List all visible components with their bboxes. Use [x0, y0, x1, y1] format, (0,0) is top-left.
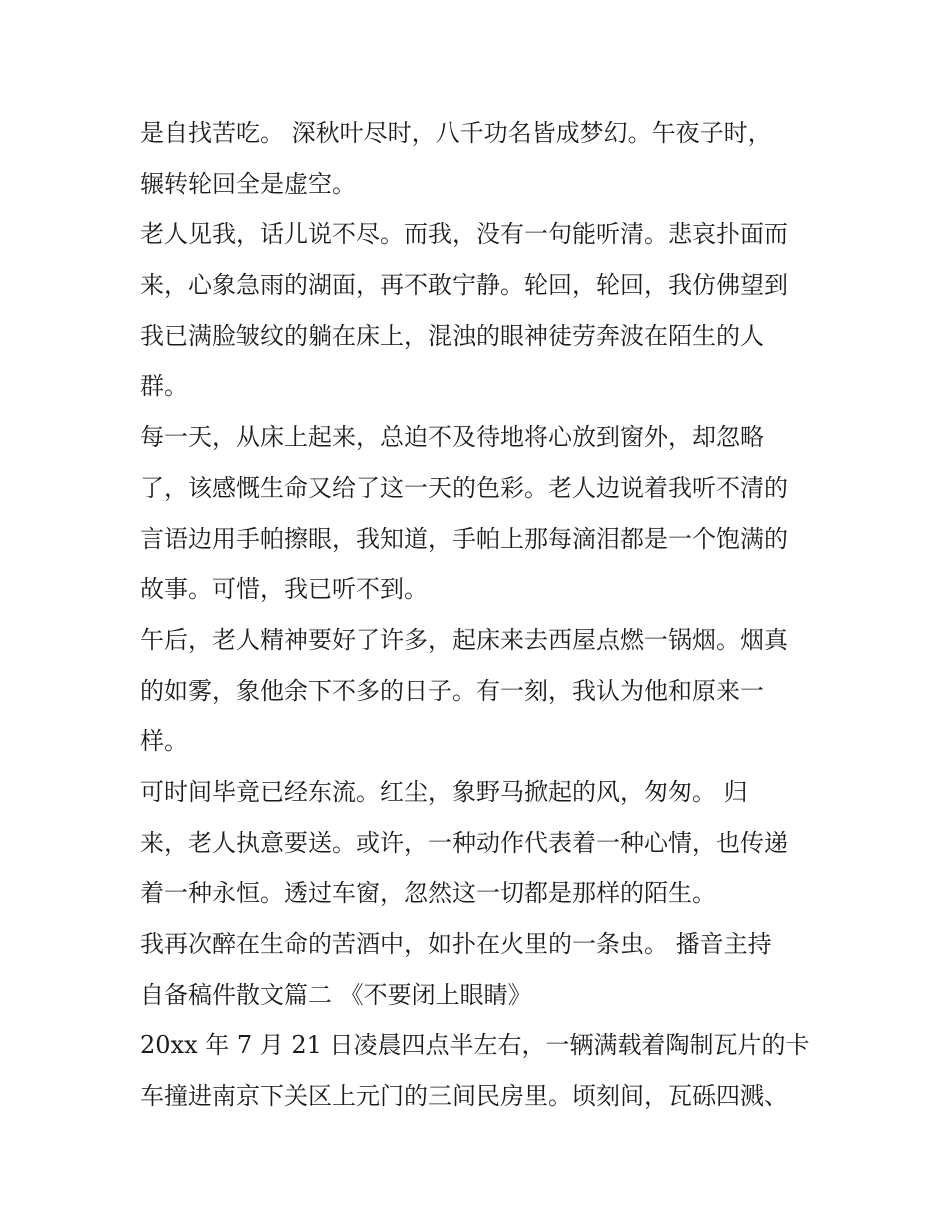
- text-line: 来，老人执意要送。或许，一种动作代表着一种心情，也传递: [140, 828, 788, 857]
- text-line: 来，心象急雨的湖面，再不敢宁静。轮回，轮回，我仿佛望到: [140, 271, 788, 300]
- text-line: 样。: [140, 727, 188, 756]
- text-line: 辗转轮回全是虚空。: [140, 169, 356, 198]
- text-line: 午后，老人精神要好了许多，起床来去西屋点燃一锅烟。烟真: [140, 625, 788, 654]
- body-text: [140, 108, 820, 1122]
- text-line: 是自找苦吃。 深秋叶尽时，八千功名皆成梦幻。午夜子时，: [140, 119, 772, 147]
- text-line: 每一天，从床上起来，总迫不及待地将心放到窗外，却忽略: [140, 423, 764, 452]
- text-line: 可时间毕竟已经东流。红尘，象野马掀起的风，匆匆。 归: [140, 777, 748, 806]
- text-line: 车撞进南京下关区上元门的三间民房里。顷刻间，瓦砾四溅、: [140, 1082, 788, 1111]
- text-line: 的如雾，象他余下不多的日子。有一刻，我认为他和原来一: [140, 676, 764, 705]
- text-line: 了，该感慨生命又给了这一天的色彩。老人边说着我听不清的: [140, 473, 788, 502]
- text-line: 群。: [140, 372, 188, 401]
- text-line: 着一种永恒。透过车窗，忽然这一切都是那样的陌生。: [140, 879, 716, 908]
- text-line: 老人见我，话儿说不尽。而我，没有一句能听清。悲哀扑面而: [140, 220, 788, 249]
- text-line: 我已满脸皱纹的躺在床上，混浊的眼神徒劳奔波在陌生的人: [140, 321, 764, 350]
- section-title-line: 自备稿件散文篇二 《不要闭上眼睛》: [140, 980, 532, 1009]
- text-line: 言语边用手帕擦眼，我知道，手帕上那每滴泪都是一个饱满的: [140, 524, 788, 553]
- text-line: 20xx 年 7 月 21 日凌晨四点半左右，一辆满载着陶制瓦片的卡: [140, 1031, 810, 1060]
- text-line: 我再次醉在生命的苦酒中，如扑在火里的一条虫。 播音主持: [140, 930, 772, 958]
- text-line: 故事。可惜，我已听不到。: [140, 575, 428, 604]
